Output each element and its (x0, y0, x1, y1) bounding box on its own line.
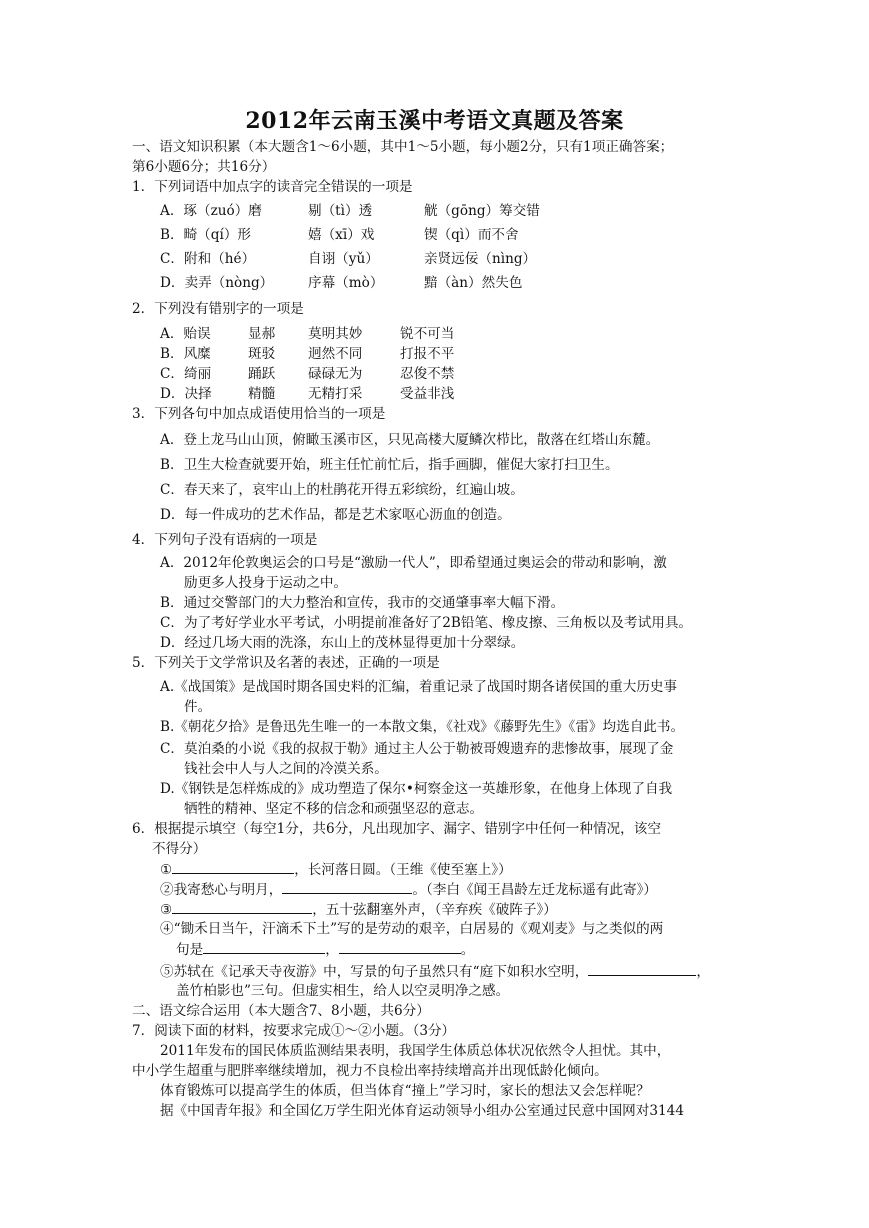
option-c-word-1: C．附和（hé） (160, 251, 256, 267)
passage-paragraph-2: 体育锻炼可以提高学生的体质，但当体育“撞上”学习时，家长的想法又会怎样呢？ (160, 1083, 650, 1099)
question-3-option-d: D．每一件成功的艺术作品，都是艺术家呕心沥血的创造。 (160, 507, 511, 523)
fill-item-1-number: ① (160, 862, 173, 878)
question-5-stem: 5．下列关于文学常识及名著的表述，正确的一项是 (132, 655, 440, 671)
fill-item-5-cont: 盖竹柏影也”三句。但虚实相生，给人以空灵明净之感。 (176, 983, 510, 999)
option-d-word-3: 无精打采 (308, 386, 363, 402)
option-a-word-4: 锐不可当 (400, 326, 455, 342)
passage-paragraph-3: 据《中国青年报》和全国亿万学生阳光体育运动领导小组办公室通过民意中国网对3144 (160, 1103, 684, 1119)
question-4-option-d: D．经过几场大雨的洗涤，东山上的茂林显得更加十分翠绿。 (160, 635, 525, 651)
fill-item-4-cont (176, 939, 474, 960)
fill-item-3 (160, 899, 557, 920)
fill-item-1-text: ，长河落日圆。（王维《使至塞上》） (294, 862, 512, 878)
question-4-option-b: B．通过交警部门的大力整治和宣传，我市的交通肇事率大幅下滑。 (160, 595, 565, 611)
question-1-option-b (160, 225, 519, 245)
option-a-word-2: 剔（tì）透 (308, 203, 373, 219)
question-5-option-c: C．莫泊桑的小说《我的叔叔于勒》通过主人公于勒被哥嫂遗弃的悲惨故事，展现了金 (160, 741, 674, 757)
option-c-word-1: C．绮丽 (160, 366, 212, 382)
fill-item-3-text: ，五十弦翻塞外声，（辛弃疾《破阵子》） (312, 902, 557, 918)
question-5-option-d-cont: 牺牲的精神、坚定不移的信念和顽强坚忍的意志。 (184, 801, 484, 817)
answer-blank[interactable] (203, 939, 325, 954)
passage-paragraph-1: 2011年发布的国民体质监测结果表明，我国学生体质总体状况依然令人担忧。其中， (160, 1043, 671, 1059)
option-a-word-1: A．琢（zuó）磨 (160, 203, 262, 219)
fill-item-2-source: 。（李白《闻王昌龄左迁龙标遥有此寄》） (412, 882, 658, 898)
option-b-word-1: B．风糜 (160, 346, 211, 362)
option-d-word-1: D．决择 (160, 386, 212, 402)
question-2-option-c (160, 364, 454, 384)
section-one-heading: 一、语文知识积累（本大题含1～6小题，其中1～5小题，每小题2分，只有1项正确答案； (132, 139, 674, 155)
option-d-word-2: 序幕（mò） (308, 275, 384, 291)
answer-blank[interactable] (588, 961, 696, 976)
question-1-option-c (160, 249, 536, 269)
question-4-stem: 4．下列句子没有语病的一项是 (132, 532, 318, 548)
question-2-option-b (160, 344, 454, 364)
option-c-word-3: 碌碌无为 (308, 366, 363, 382)
option-b-word-1: B．畸（qí）形 (160, 227, 252, 243)
option-c-word-2: 踊跃 (248, 366, 276, 382)
fill-item-5-text: ⑤苏轼在《记承天寺夜游》中，写景的句子虽然只有“庭下如积水空明， (160, 964, 589, 980)
section-one-heading-cont: 第6小题6分；共16分） (132, 159, 276, 175)
question-1-option-d (160, 273, 522, 293)
option-b-word-2: 嬉（xī）戏 (308, 227, 375, 243)
option-d-word-3: 黯（àn）然失色 (424, 275, 523, 291)
fill-item-4-prefix: 句是 (176, 942, 204, 958)
question-6-stem-cont: 不得分） (152, 841, 207, 857)
option-a-word-1: A．贻误 (160, 326, 211, 342)
question-1-stem: 1．下列词语中加点字的读音完全错误的一项是 (132, 179, 413, 195)
option-d-word-4: 受益非浅 (400, 386, 455, 402)
question-1-option-a (160, 201, 540, 221)
fill-item-5-comma: ， (696, 964, 710, 980)
question-3-option-a: A．登上龙马山山顶，俯瞰玉溪市区，只见高楼大厦鳞次栉比，散落在红塔山东麓。 (160, 432, 660, 448)
fill-item-5 (160, 961, 710, 982)
fill-item-4-period: 。 (460, 942, 475, 958)
question-4-option-a-cont: 励更多人投身于运动之中。 (184, 575, 348, 591)
option-c-word-3: 亲贤远佞（nìng） (424, 251, 537, 267)
answer-blank[interactable] (172, 859, 294, 874)
answer-blank[interactable] (282, 879, 412, 894)
option-c-word-4: 忍俊不禁 (400, 366, 455, 382)
question-3-option-b: B．卫生大检查就要开始，班主任忙前忙后，指手画脚，催促大家打扫卫生。 (160, 457, 619, 473)
option-d-word-2: 精髓 (248, 386, 276, 402)
section-two-heading: 二、语文综合运用（本大题含7、8小题，共6分） (132, 1003, 430, 1019)
fill-item-3-number: ③ (160, 902, 173, 918)
question-6-stem: 6．根据提示填空（每空1分，共6分，凡出现加字、漏字、错别字中任何一种情况，该空 (132, 821, 661, 837)
question-2-stem: 2．下列没有错别字的一项是 (132, 301, 304, 317)
question-5-option-b: B.《朝花夕拾》是鲁迅先生唯一的一本散文集，《社戏》《藤野先生》《雷》均选自此书。 (160, 719, 685, 735)
question-2-option-d (160, 384, 454, 404)
option-b-word-4: 打报不平 (400, 346, 455, 362)
fill-item-2 (160, 879, 657, 900)
option-d-word-1: D．卖弄（nòng） (160, 275, 274, 291)
option-c-word-2: 自诩（yǔ） (308, 251, 379, 267)
fill-item-4-comma: ， (325, 942, 339, 958)
fill-item-2-text: ②我寄愁心与明月， (160, 882, 283, 898)
question-7-stem: 7．阅读下面的材料，按要求完成①～②小题。（3分） (132, 1023, 456, 1039)
question-5-option-a: A.《战国策》是战国时期各国史料的汇编，着重记录了战国时期各诸侯国的重大历史事 (160, 679, 678, 695)
question-2-option-a (160, 324, 454, 344)
question-5-option-a-cont: 件。 (184, 699, 212, 715)
question-4-option-a: A．2012年伦敦奥运会的口号是“激励一代人”，即希望通过奥运会的带动和影响，激 (160, 555, 667, 571)
question-5-option-d: D.《钢铁是怎样炼成的》成功塑造了保尔•柯察金这一英雄形象，在他身上体现了自我 (160, 781, 673, 797)
passage-paragraph-1-cont: 中小学生超重与肥胖率继续增加，视力不良检出率持续增高并出现低龄化倾向。 (132, 1063, 608, 1079)
question-4-option-c: C．为了考好学业水平考试，小明提前准备好了2B铅笔、橡皮擦、三角板以及考试用具。 (160, 615, 693, 631)
fill-item-4: ④“锄禾日当午，汗滴禾下土”写的是劳动的艰辛，白居易的《观刈麦》与之类似的两 (160, 921, 664, 937)
answer-blank[interactable] (172, 899, 312, 914)
option-b-word-3: 锲（qì）而不舍 (424, 227, 519, 243)
question-3-option-c: C．春天来了，哀牢山上的杜鹃花开得五彩缤纷，红遍山坡。 (160, 482, 524, 498)
option-a-word-3: 莫明其妙 (308, 326, 363, 342)
fill-item-1 (160, 859, 512, 880)
option-a-word-2: 显郝 (248, 326, 276, 342)
question-3-stem: 3．下列各句中加点成语使用恰当的一项是 (132, 406, 386, 422)
option-b-word-2: 斑驳 (248, 346, 276, 362)
answer-blank[interactable] (339, 939, 461, 954)
page-title: 2012年云南玉溪中考语文真题及答案 (245, 108, 624, 134)
question-5-option-c-cont: 钱社会中人与人之间的冷漠关系。 (184, 761, 388, 777)
option-a-word-3: 觥（gōng）筹交错 (424, 203, 540, 219)
option-b-word-3: 迥然不同 (308, 346, 363, 362)
